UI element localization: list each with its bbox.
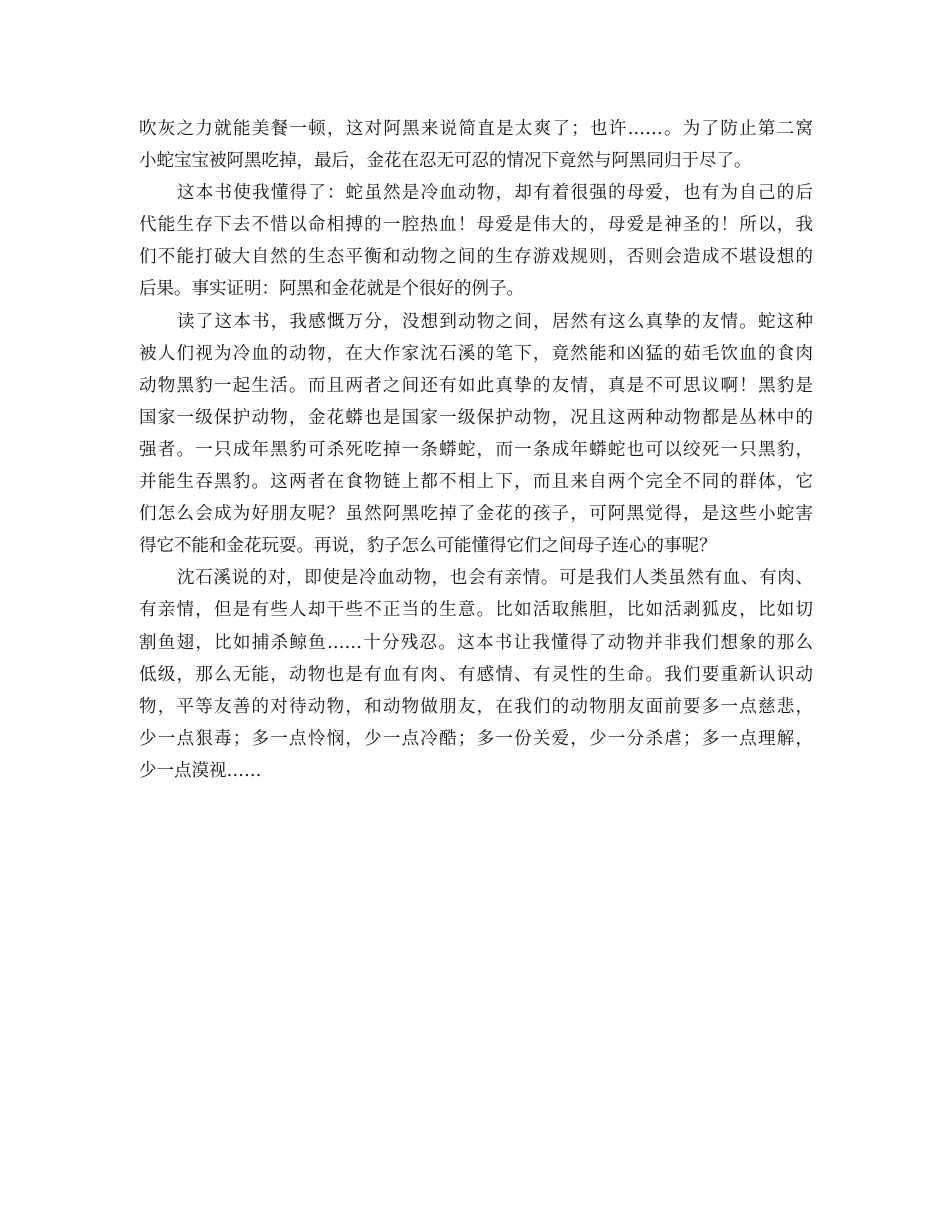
text-line: 动物黑豹一起生活。而且两者之间还有如此真挚的友情，真是不可思议啊！黑豹是 [139,375,813,396]
text-line: 少一点漠视…… [139,760,262,781]
text-line: 们不能打破大自然的生态平衡和动物之间的生存游戏规则，否则会造成不堪设想的 [139,247,813,268]
text-line: 沈石溪说的对，即使是冷血动物，也会有亲情。可是我们人类虽然有血、有肉、 [177,568,813,589]
text-line: 读了这本书，我感慨万分，没想到动物之间，居然有这么真挚的友情。蛇这种 [177,311,813,332]
text-line: 后果。事实证明：阿黑和金花就是个很好的例子。 [139,279,524,300]
text-line: 强者。一只成年黑豹可杀死吃掉一条蟒蛇，而一条成年蟒蛇也可以绞死一只黑豹， [139,439,813,460]
text-line: 低级，那么无能，动物也是有血有肉、有感情、有灵性的生命。我们要重新认识动 [139,664,813,685]
text-line: 得它不能和金花玩耍。再说，豹子怎么可能懂得它们之间母子连心的事呢？ [139,536,717,557]
paragraph-4 [139,562,813,787]
paragraph-2 [139,177,813,305]
text-line: 们怎么会成为好朋友呢？虽然阿黑吃掉了金花的孩子，可阿黑觉得，是这些小蛇害 [139,504,813,525]
text-line: 国家一级保护动物，金花蟒也是国家一级保护动物，况且这两种动物都是丛林中的 [139,407,813,428]
paragraph-3 [139,306,813,563]
text-line: 割鱼翅，比如捕杀鲸鱼……十分残忍。这本书让我懂得了动物并非我们想象的那么 [139,632,813,653]
text-line: 被人们视为冷血的动物，在大作家沈石溪的笔下，竟然能和凶猛的茹毛饮血的食肉 [139,343,813,364]
text-line: 物，平等友善的对待动物，和动物做朋友，在我们的动物朋友面前要多一点慈悲， [139,696,813,717]
text-line: 有亲情，但是有些人却干些不正当的生意。比如活取熊胆，比如活剥狐皮，比如切 [139,600,813,621]
text-line: 少一点狠毒；多一点怜悯，少一点冷酷；多一份关爱，少一分杀虐；多一点理解， [139,728,813,749]
text-line: 这本书使我懂得了：蛇虽然是冷血动物，却有着很强的母爱，也有为自己的后 [177,183,813,204]
text-line: 吹灰之力就能美餐一顿，这对阿黑来说简直是太爽了；也许……。为了防止第二窝 [139,119,813,139]
document-body [139,113,813,787]
text-line: 代能生存下去不惜以命相搏的一腔热血！母爱是伟大的，母爱是神圣的！所以，我 [139,215,813,236]
text-line: 并能生吞黑豹。这两者在食物链上都不相上下，而且来自两个完全不同的群体，它 [139,472,813,493]
paragraph-1 [139,113,813,177]
text-line: 小蛇宝宝被阿黑吃掉，最后，金花在忍无可忍的情况下竟然与阿黑同归于尽了。 [139,151,752,172]
